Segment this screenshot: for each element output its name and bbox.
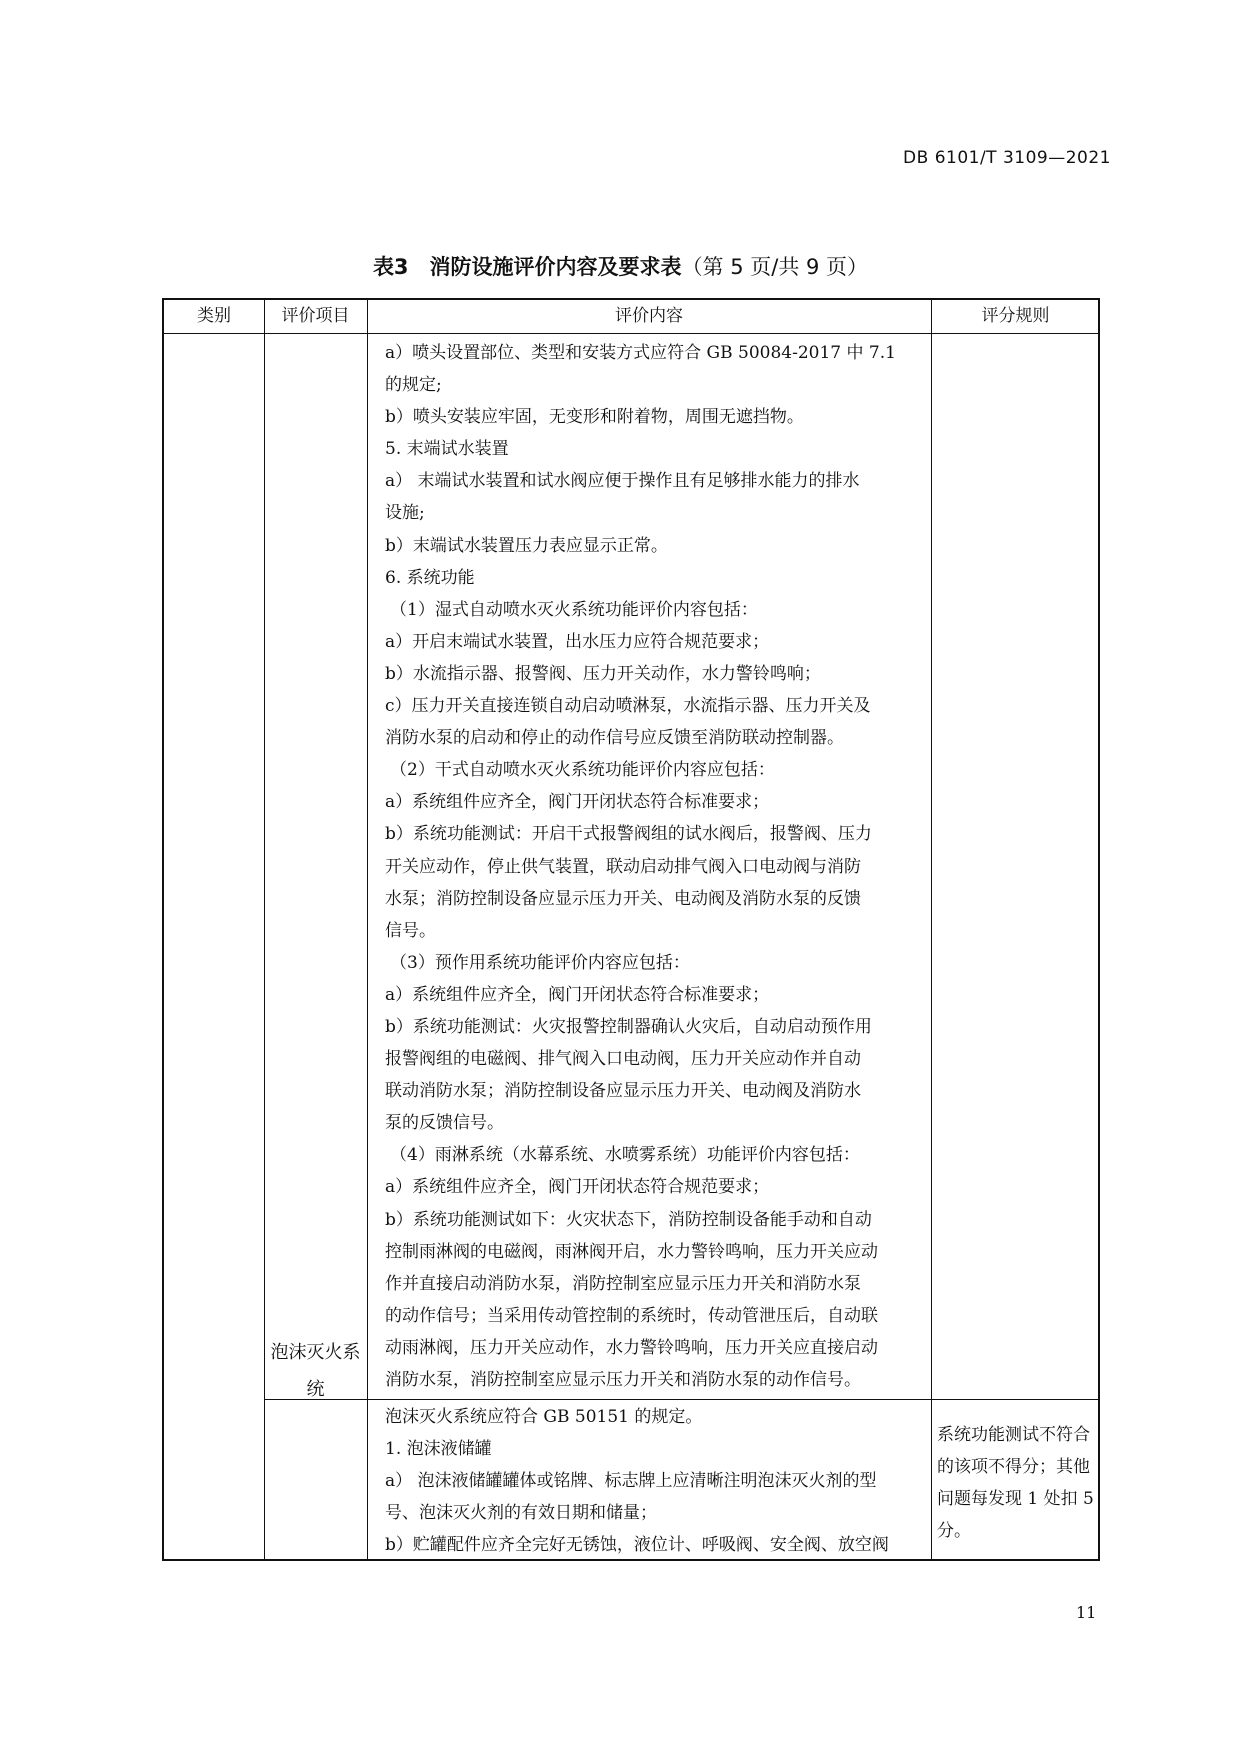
- content-line: 号、泡沫灭火剂的有效日期和储量；: [385, 1503, 657, 1524]
- content-line: c）压力开关直接连锁自动启动喷淋泵，水流指示器、压力开关及: [385, 696, 871, 717]
- content-line: 6. 系统功能: [385, 567, 475, 588]
- page-number: 11: [1076, 1603, 1097, 1622]
- content-line: 水泵；消防控制设备应显示压力开关、电动阀及消防水泵的反馈: [385, 888, 861, 909]
- content-line: b）系统功能测试如下：火灾状态下，消防控制设备能手动和自动: [385, 1209, 872, 1230]
- content-line: 的规定;: [385, 375, 442, 396]
- content-line: b）系统功能测试：火灾报警控制器确认火灾后，自动启动预作用: [385, 1016, 872, 1037]
- table-title: [0, 251, 1241, 281]
- content-line: 控制雨淋阀的电磁阀，雨淋阀开启，水力警铃鸣响，压力开关应动: [385, 1241, 878, 1262]
- row-divider: [264, 1399, 1098, 1400]
- content-line: b）水流指示器、报警阀、压力开关动作，水力警铃鸣响；: [385, 663, 821, 684]
- content-line: a）喷头设置部位、类型和安装方式应符合 GB 50084-2017 中 7.1: [385, 343, 896, 363]
- content-line: 5. 末端试水装置: [385, 439, 509, 460]
- evaluation-table: [162, 298, 1100, 1561]
- content-line: b）末端试水装置压力表应显示正常。: [385, 535, 668, 556]
- content-line: （4）雨淋系统（水幕系统、水喷雾系统）功能评价内容包括：: [390, 1145, 860, 1166]
- content-line: 设施;: [385, 503, 425, 524]
- item-foam-system: 泡沫灭火系统: [270, 1342, 361, 1400]
- content-line: a） 末端试水装置和试水阀应便于操作且有足够排水能力的排水: [385, 471, 860, 492]
- content-line: a）系统组件应齐全，阀门开闭状态符合标准要求；: [385, 984, 770, 1005]
- header-scoring: 评分规则: [981, 306, 1050, 326]
- content-line: a）系统组件应齐全，阀门开闭状态符合规范要求；: [385, 1177, 770, 1198]
- content-line: a）开启末端试水装置，出水压力应符合规范要求；: [385, 631, 770, 652]
- header-item: 评价项目: [281, 306, 350, 326]
- content-line: 的动作信号；当采用传动管控制的系统时，传动管泄压后，自动联: [385, 1305, 878, 1326]
- content-line: （2）干式自动喷水灭火系统功能评价内容应包括：: [390, 760, 775, 781]
- content-line: 开关应动作，停止供气装置，联动启动排气阀入口电动阀与消防: [385, 856, 861, 877]
- content-line: 泵的反馈信号。: [385, 1113, 504, 1134]
- content-line: （1）湿式自动喷水灭火系统功能评价内容包括：: [390, 599, 758, 620]
- content-line: 联动消防水泵；消防控制设备应显示压力开关、电动阀及消防水: [385, 1081, 861, 1102]
- table-title-page: （第 5 页/共 9 页）: [681, 255, 869, 279]
- column-divider: [931, 300, 932, 1559]
- content-block-foam: [367, 1401, 931, 1561]
- content-line: b）喷头安装应牢固，无变形和附着物，周围无遮挡物。: [385, 407, 804, 428]
- content-line: 动雨淋阀，压力开关应动作，水力警铃鸣响，压力开关应直接启动: [385, 1337, 878, 1358]
- content-block-sprinkler: [367, 337, 931, 1396]
- content-line: b）系统功能测试：开启干式报警阀组的试水阀后，报警阀、压力: [385, 824, 872, 845]
- content-line: a） 泡沫液储罐罐体或铭牌、标志牌上应清晰注明泡沫灭火剂的型: [385, 1471, 877, 1492]
- header-category: 类别: [197, 306, 231, 326]
- document-code: DB 6101/T 3109—2021: [903, 148, 1111, 168]
- content-line: 消防水泵，消防控制室应显示压力开关和消防水泵的动作信号。: [385, 1370, 861, 1390]
- content-line: 消防水泵的启动和停止的动作信号应反馈至消防联动控制器。: [385, 728, 844, 749]
- content-line: 作并直接启动消防水泵，消防控制室应显示压力开关和消防水泵: [385, 1273, 861, 1294]
- content-line: （3）预作用系统功能评价内容应包括：: [390, 952, 690, 973]
- table-title-main: 表3 消防设施评价内容及要求表: [372, 255, 682, 279]
- content-line: 信号。: [385, 920, 436, 941]
- content-line: a）系统组件应齐全，阀门开闭状态符合标准要求；: [385, 792, 770, 813]
- header-divider: [164, 333, 1098, 334]
- content-line: 1. 泡沫液储罐: [385, 1439, 492, 1460]
- content-line: 报警阀组的电磁阀、排气阀入口电动阀，压力开关应动作并自动: [385, 1049, 861, 1070]
- header-content: 评价内容: [615, 306, 683, 326]
- content-line: 泡沫灭火系统应符合 GB 50151 的规定。: [385, 1407, 703, 1427]
- scoring-rule-foam: 系统功能测试不符合的该项不得分；其他问题每发现 1 处扣 5 分。: [937, 1425, 1094, 1541]
- content-line: b）贮罐配件应齐全完好无锈蚀，液位计、呼吸阀、安全阀、放空阀: [385, 1535, 889, 1556]
